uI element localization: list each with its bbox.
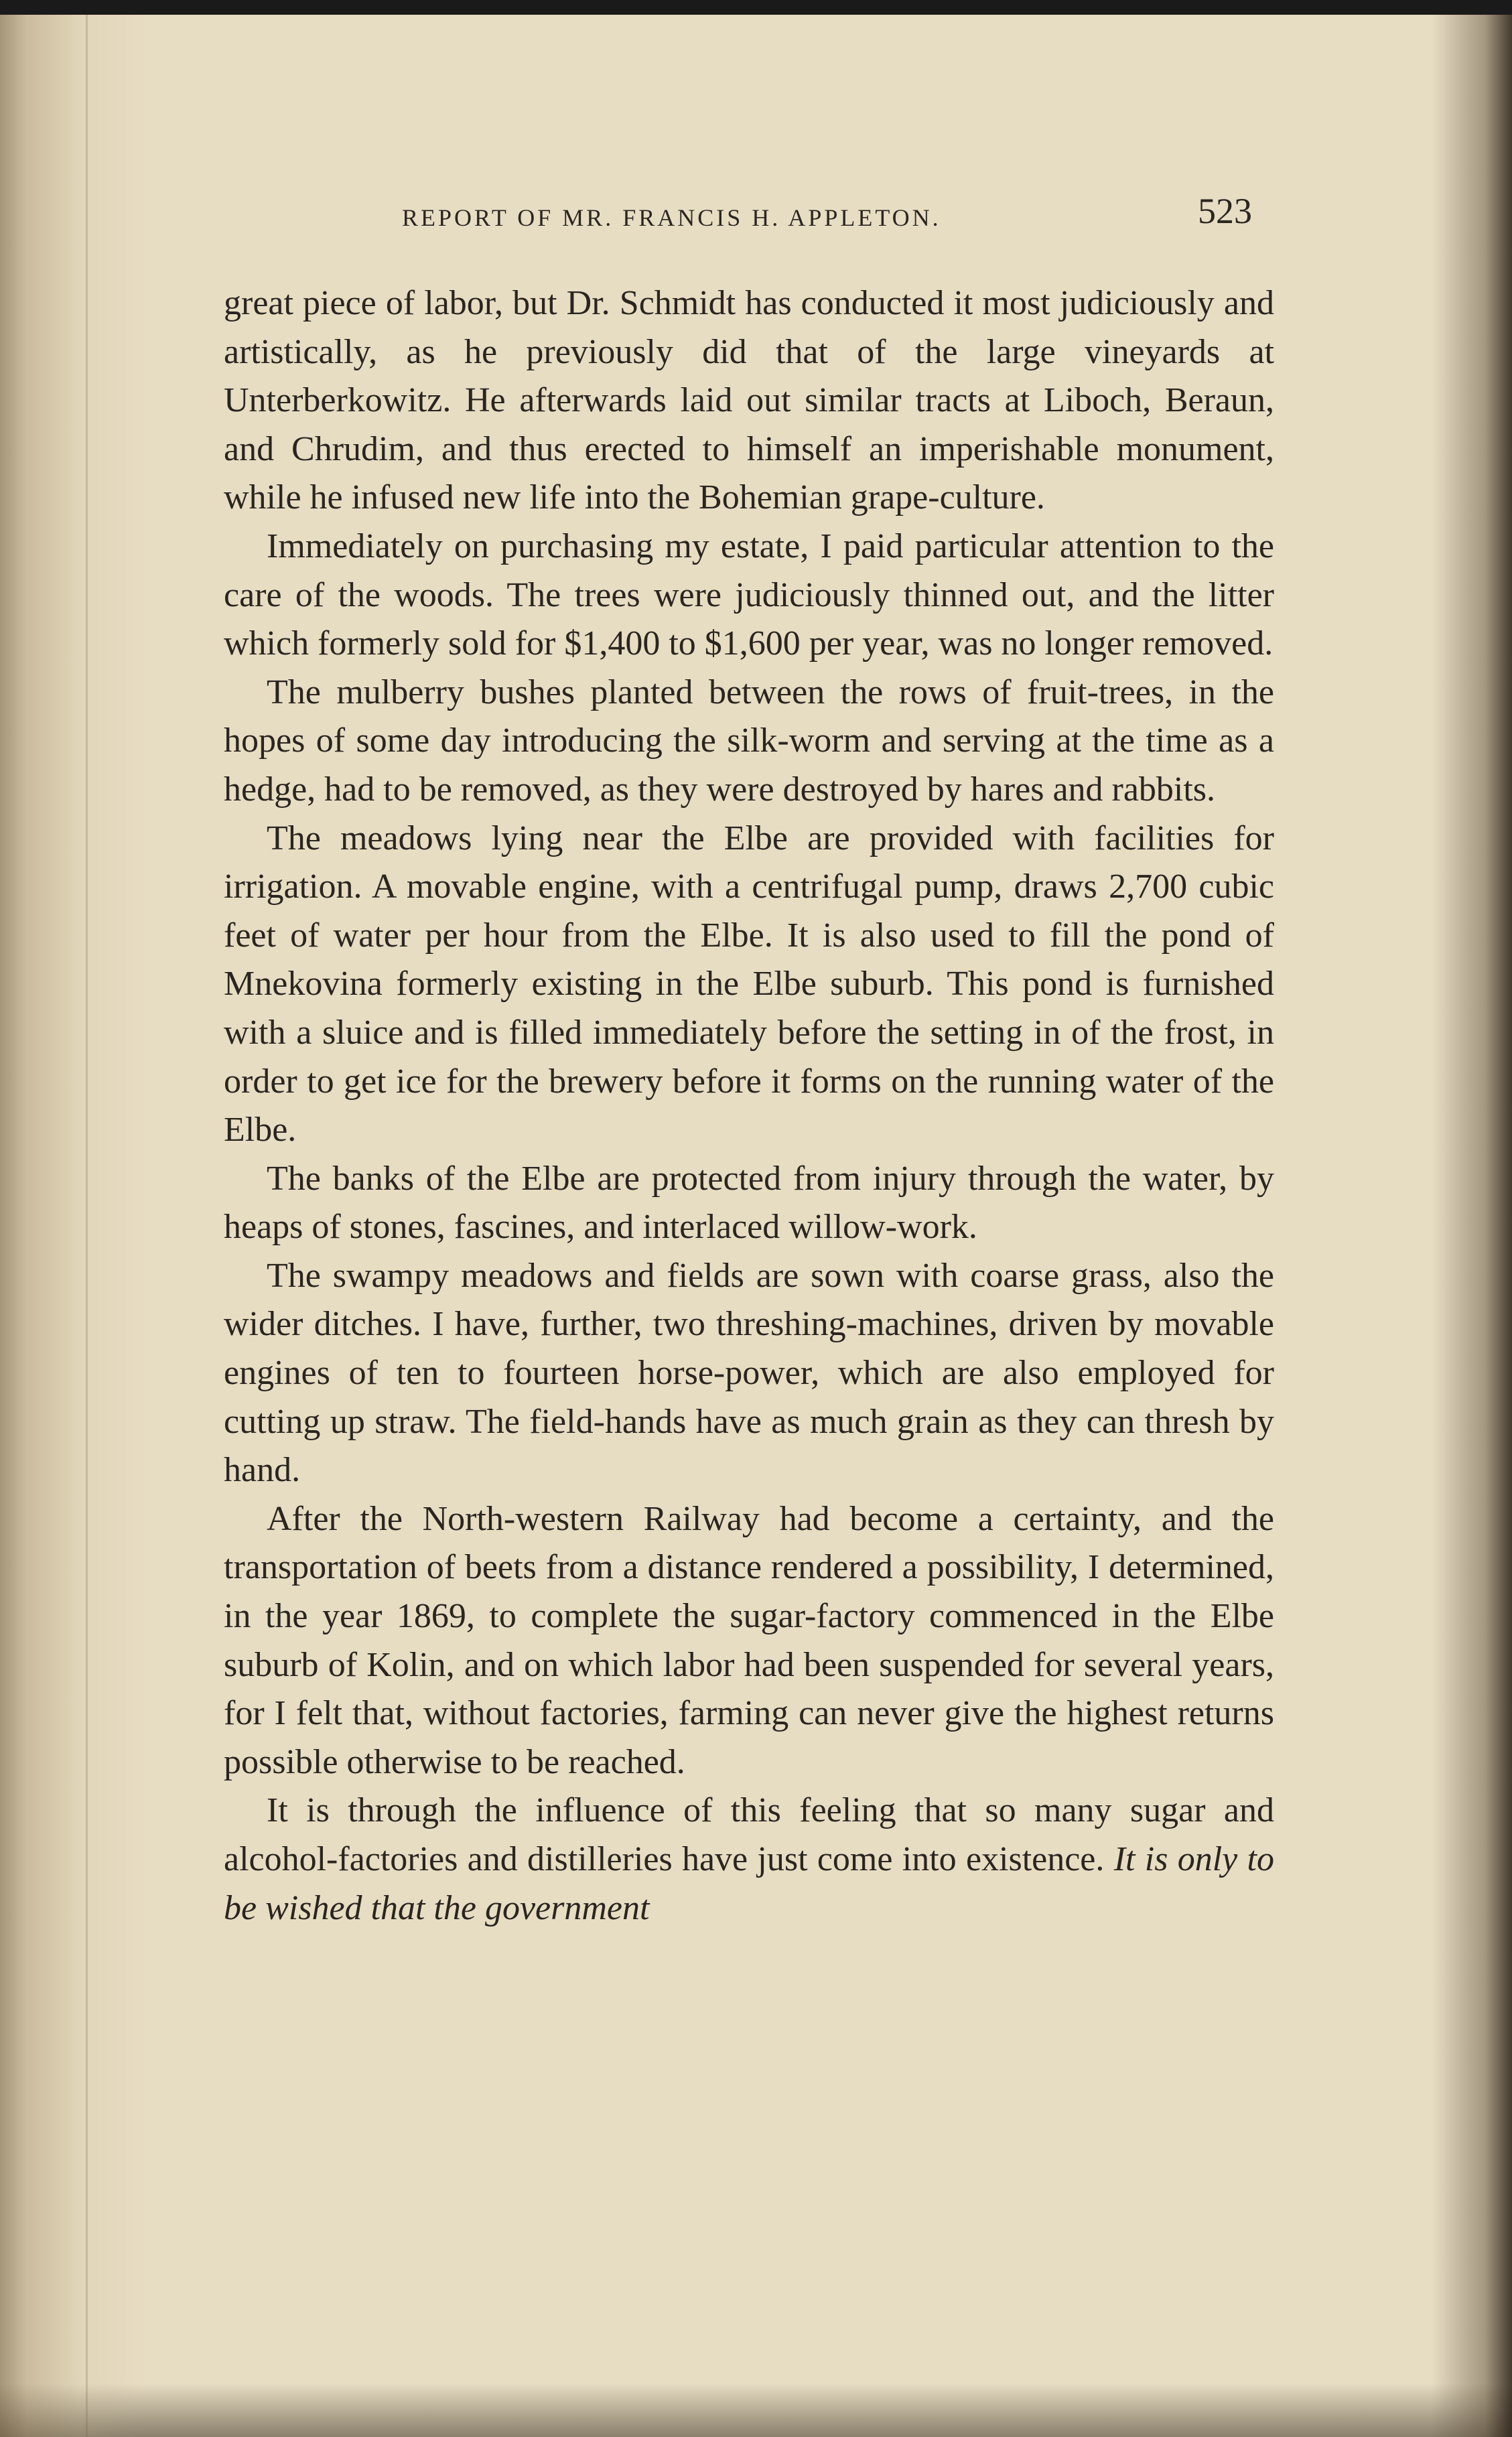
book-page — [0, 15, 1512, 2437]
page-number: 523 — [1198, 191, 1252, 231]
paragraph-text: It is through the influence of this feeling that so many sugar and alcohol-factories and distilleries have just come into existence. — [224, 1791, 1274, 1878]
paragraph-last — [224, 1787, 1274, 1933]
italic-text: It is only to be wished that the government — [224, 1840, 1274, 1927]
body-text — [224, 279, 1274, 1933]
paragraph: The mulberry bushes planted between the rows of fruit-trees, in the hopes of some day introducing the silk-worm and serving at the time as a hedge, had to be removed, as they were destroyed by hares and rabbits. — [224, 673, 1274, 809]
paragraph: The meadows lying near the Elbe are provided with facilities for irrigation. A movable engine, with a centrifugal pump, draws 2,700 cubic feet of water per hour from the Elbe. It is also used to fill the pond of Mnekovina formerly existing in the Elbe suburb. This pond is furnished with a sluice and is filled immediately before the setting in of the frost, in order to get ice for the brewery before it forms on the running water of the Elbe. — [224, 819, 1274, 1150]
paragraph: After the North-western Railway had become a certainty, and the transportation of beets from a distance rendered a possibility, I determined, in the year 1869, to complete the sugar-factory commenced in the Elbe suburb of Kolin, and on which labor had been suspended for several years, for I felt that, without factories, farming can never give the highest returns possible otherwise to be reached. — [224, 1499, 1274, 1781]
page-gutter-shadow — [86, 15, 88, 2437]
paragraph: The swampy meadows and fields are sown with coarse grass, also the wider ditches. I have, further, two threshing-machines, driven by movable engines of ten to fourteen horse-power, which are also employed for cutting up straw. The field-hands have as much grain as they can thresh by hand. — [224, 1256, 1274, 1490]
paragraph: The banks of the Elbe are protected from injury through the water, by heaps of stones, fascines, and interlaced willow-work. — [224, 1159, 1274, 1247]
paragraph: Immediately on purchasing my estate, I paid particular attention to the care of the woods. The trees were judiciously thinned out, and the litter which formerly sold for $1,400 to $1,600 per year, was no longer removed. — [224, 527, 1274, 663]
paragraph: great piece of labor, but Dr. Schmidt has conducted it most judiciously and artistically, as he previously did that of the large vineyards at Unterberkowitz. He afterwards laid out similar tracts at Liboch, Beraun, and Chrudim, and thus erected to himself an imperishable monument, while he infused new life into the Bohemian grape-culture. — [224, 284, 1274, 517]
running-head: REPORT OF MR. FRANCIS H. APPLETON. — [402, 204, 941, 231]
